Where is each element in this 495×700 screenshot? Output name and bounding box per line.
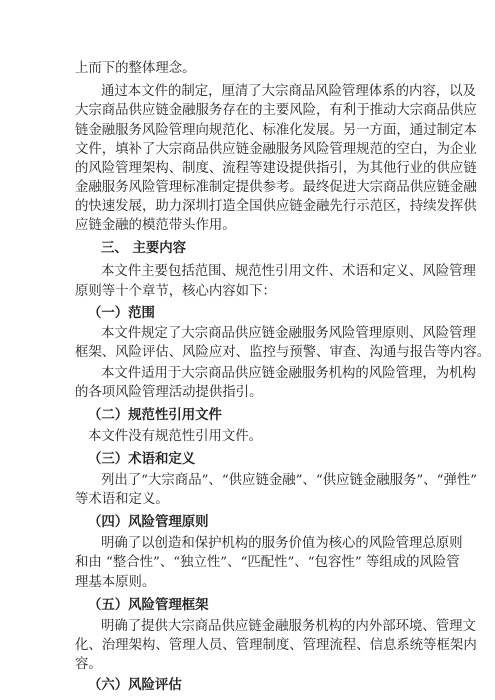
paragraph-line: 的快速发展，助力深圳打造全国供应链金融先行示范区，持续发挥供: [75, 199, 477, 214]
paragraph-line: 通过本文件的制定，厘清了大宗商品风险管理体系的内容，以及: [101, 84, 476, 99]
paragraph-line: 化、治理架构、管理人员、管理制度、管理流程、信息系统等框架内: [75, 638, 477, 653]
paragraph-line: 本文件规定了大宗商品供应链金融服务风险管理原则、风险管理: [101, 326, 476, 341]
paragraph-line: 本文件没有规范性引用文件。: [88, 429, 263, 444]
paragraph-line: 理基本原则。: [75, 575, 156, 590]
paragraph-line: 等术语和定义。: [75, 492, 169, 507]
paragraph-line: 链金融服务风险管理向规范化、标准化发展。另一方面，通过制定本: [75, 123, 477, 138]
paragraph-line: 容。: [75, 657, 102, 672]
subsection-heading: （五）风险管理框架: [88, 598, 209, 613]
paragraph-line: 原则等十个章节，核心内容如下：: [75, 284, 276, 299]
paragraph-line: 本文件适用于大宗商品供应链金融服务机构的风险管理，为机构: [101, 366, 476, 381]
paragraph-line: 框架、风险评估、风险应对、监控与预警、审查、沟通与报告等内容。: [75, 345, 491, 360]
paragraph-line: 的各项风险管理活动提供指引。: [75, 385, 263, 400]
paragraph-line: 上而下的整体理念。: [75, 61, 196, 76]
paragraph-line: 本文件主要包括范围、规范性引用文件、术语和定义、风险管理: [101, 264, 476, 279]
subsection-heading: （六）风险评估: [88, 678, 182, 693]
subsection-heading: （二）规范性引用文件: [88, 408, 222, 423]
paragraph-line: 应链金融的模范带头作用。: [75, 218, 236, 233]
paragraph-line: 明确了提供大宗商品供应链金融服务机构的内外部环境、管理文: [101, 619, 476, 634]
section-heading: 三、 主要内容: [101, 241, 187, 256]
paragraph-line: 金融服务风险管理标准制定提供参考。最终促进大宗商品供应链金融: [75, 180, 477, 195]
subsection-heading: （三）术语和定义: [88, 452, 196, 467]
paragraph-line: 明确了以创造和保护机构的服务价值为核心的风险管理总原则: [101, 536, 463, 551]
subsection-heading: （一）范围: [88, 306, 155, 321]
paragraph-line: 和由 “整合性”、“独立性”、“匹配性”、“包容性” 等组成的风险管: [75, 555, 460, 570]
paragraph-line: 大宗商品供应链金融服务存在的主要风险，有利于推动大宗商品供应: [75, 103, 477, 118]
paragraph-line: 文件，填补了大宗商品供应链金融服务风险管理规范的空白，为企业: [75, 142, 477, 157]
subsection-heading: （四）风险管理原则: [88, 515, 209, 530]
paragraph-line: 的风险管理架构、制度、流程等建设提供指引，为其他行业的供应链: [75, 161, 477, 176]
paragraph-line: 列出了“大宗商品”、“供应链金融”、“供应链金融服务”、“弹性”: [101, 473, 478, 488]
